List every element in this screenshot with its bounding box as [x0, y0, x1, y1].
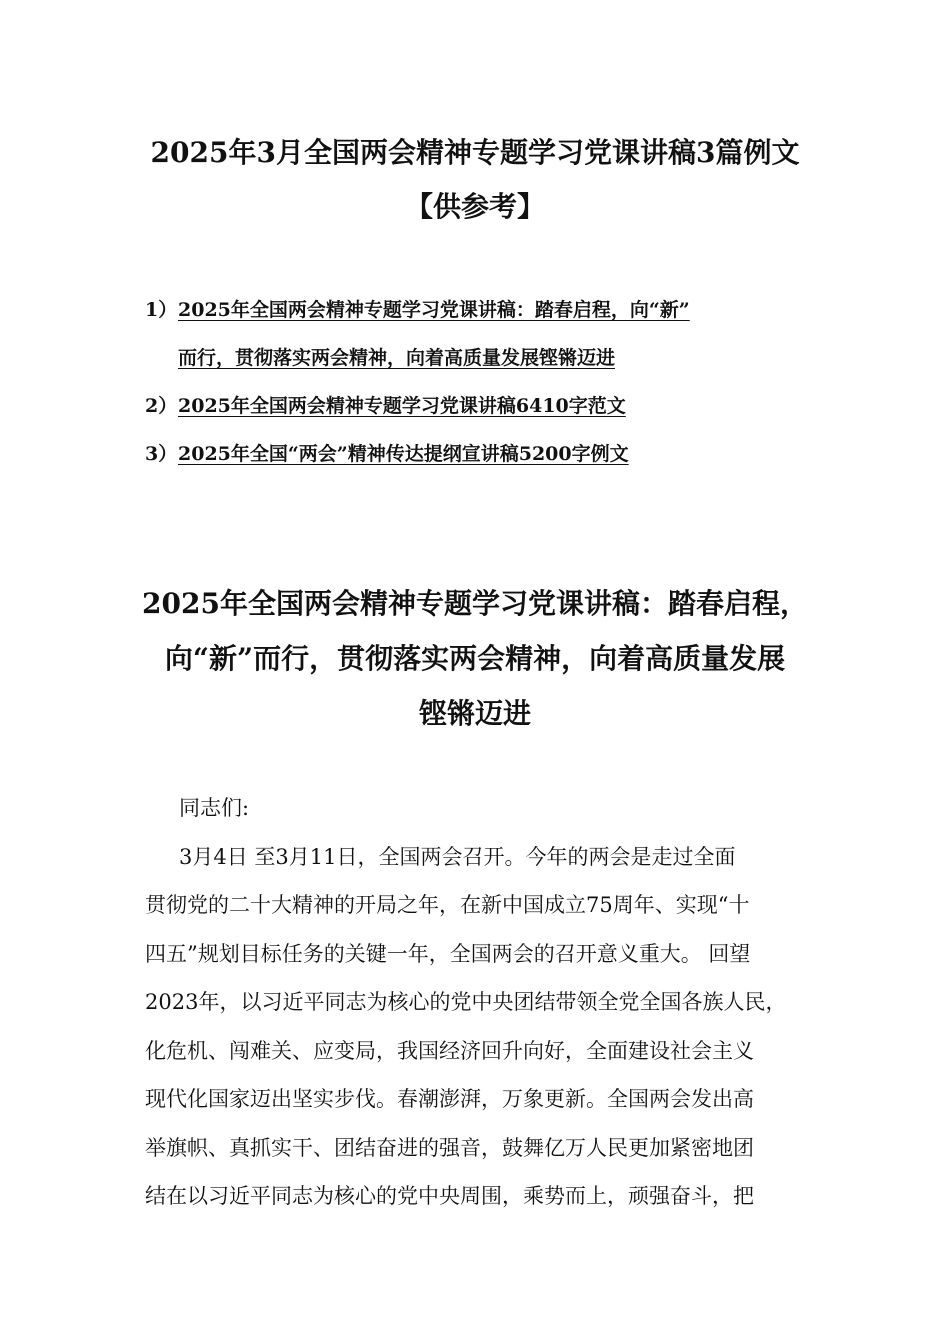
toc-link-1[interactable]	[178, 286, 690, 382]
paragraph-line: 现代化国家迈出坚实步伐。春潮澎湃，万象更新。全国两会发出高	[145, 1087, 754, 1111]
toc-item-1	[145, 286, 805, 382]
paragraph-line: 贯彻党的二十大精神的开局之年，在新中国成立75周年、实现“十	[145, 893, 750, 917]
table-of-contents	[145, 286, 805, 478]
document-title-line: 【供参考】	[404, 190, 545, 223]
toc-link-line: 而行，贯彻落实两会精神，向着高质量发展铿锵迈进	[178, 347, 616, 369]
paragraph-line: 化危机、闯难关、应变局，我国经济回升向好，全面建设社会主义	[145, 1038, 754, 1063]
section-title	[100, 576, 850, 741]
document-title	[100, 126, 850, 234]
toc-link-line: 2025年全国两会精神专题学习党课讲稿6410字范文	[178, 395, 626, 417]
salutation: 同志们:	[179, 796, 250, 820]
body-paragraphs	[145, 784, 825, 1221]
section-title-line: 2025年全国两会精神专题学习党课讲稿：踏春启程，	[142, 587, 808, 620]
toc-link-line: 2025年全国两会精神专题学习党课讲稿：踏春启程，向“新”	[178, 299, 690, 321]
paragraph-line: 四五”规划目标任务的关键一年，全国两会的召开意义重大。 回望	[145, 941, 751, 966]
paragraph-line: 3月4日 至3月11日，全国两会召开。今年的两会是走过全面	[179, 844, 736, 869]
toc-link-2[interactable]	[178, 382, 626, 430]
toc-link-line: 2025年全国“两会”精神传达提纲宣讲稿5200字例文	[178, 443, 629, 465]
section-title-line: 铿锵迈进	[418, 697, 531, 730]
paragraph-line: 举旗帜、真抓实干、团结奋进的强音，鼓舞亿万人民更加紧密地团	[145, 1135, 754, 1160]
toc-item-3	[145, 430, 805, 478]
toc-item-number: 2）	[145, 395, 178, 417]
toc-link-3[interactable]	[178, 430, 629, 478]
toc-item-number: 3）	[145, 443, 178, 465]
document-title-line: 2025年3月全国两会精神专题学习党课讲稿3篇例文	[150, 136, 800, 169]
paragraph-line: 结在以习近平同志为核心的党中央周围，乘势而上，顽强奋斗，把	[145, 1184, 754, 1208]
paragraph-line: 2023年，以习近平同志为核心的党中央团结带领全党全国各族人民，	[145, 990, 787, 1014]
toc-item-number: 1）	[145, 299, 178, 321]
toc-item-2	[145, 382, 805, 430]
section-title-line: 向“新”而行，贯彻落实两会精神，向着高质量发展	[164, 642, 786, 675]
